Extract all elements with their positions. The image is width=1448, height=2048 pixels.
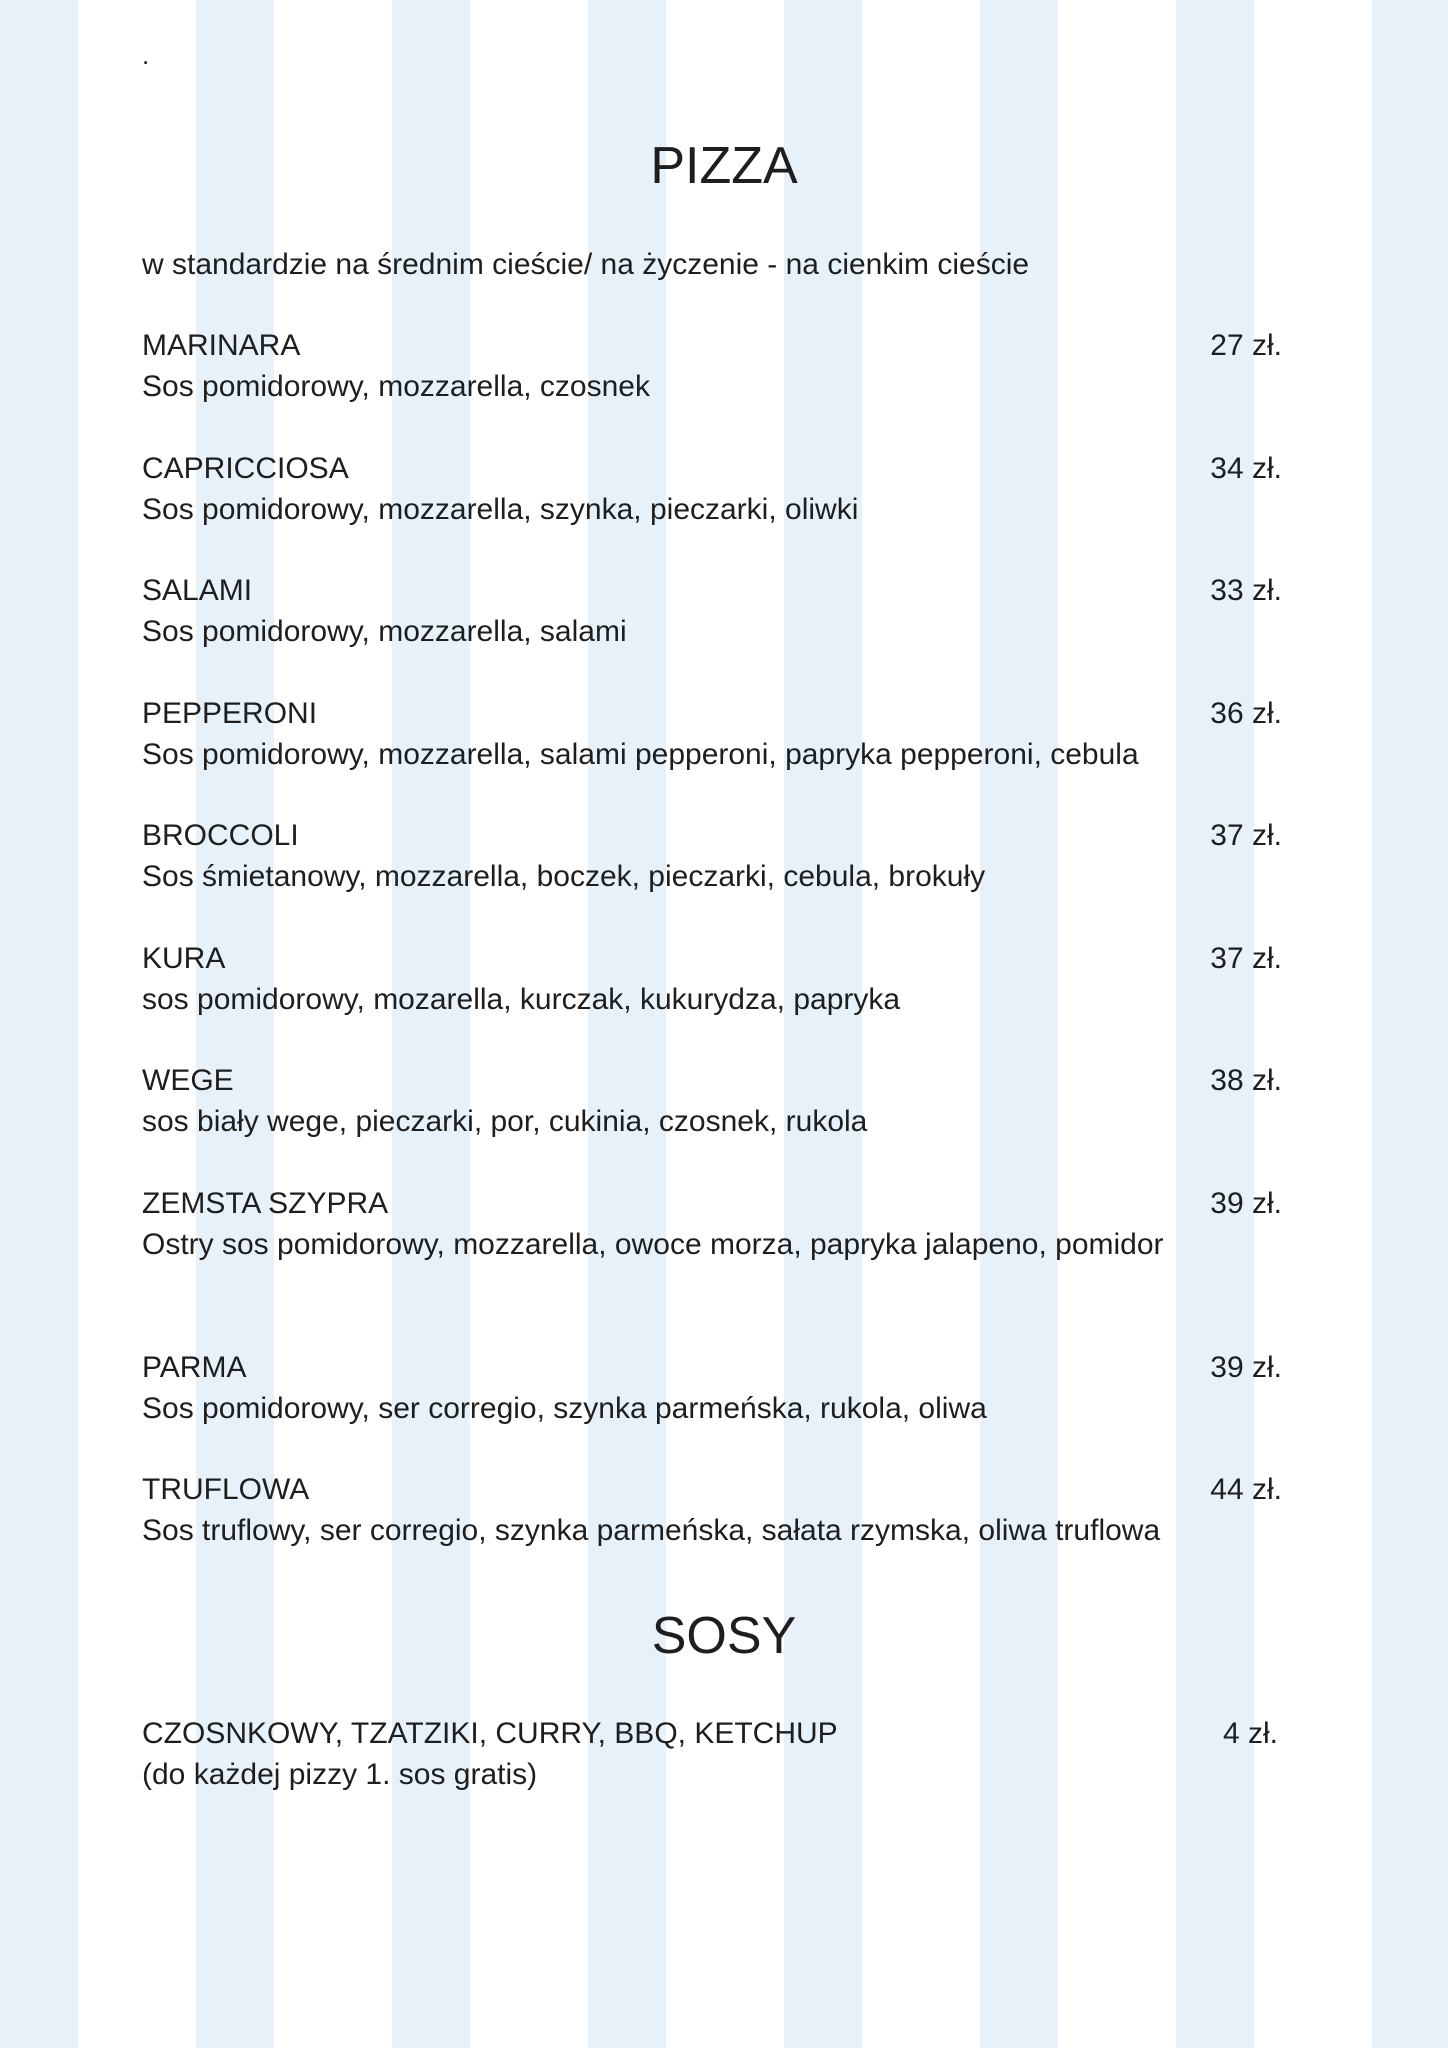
- sauce-names: CZOSNKOWY, TZATZIKI, CURRY, BBQ, KETCHUP: [142, 1717, 838, 1750]
- pizza-intro: w standardzie na średnim cieście/ na życzenie - na cienkim cieście: [142, 248, 1030, 281]
- item-name: BROCCOLI: [142, 819, 299, 852]
- sauce-item: [142, 1714, 1278, 1796]
- item-description: Sos pomidorowy, ser corregio, szynka parmeńska, rukola, oliwa: [142, 1392, 987, 1425]
- sosy-title-text: SOSY: [651, 1607, 797, 1665]
- sauce-note: (do każdej pizzy 1. sos gratis): [142, 1758, 538, 1791]
- item-price: 37 zł.: [1210, 819, 1282, 852]
- item-description: sos biały wege, pieczarki, por, cukinia, czosnek, rukola: [142, 1105, 868, 1138]
- menu-item-pepperoni: [142, 694, 1282, 776]
- menu-item-parma: [142, 1348, 1282, 1430]
- sosy-section-title: [0, 1606, 1448, 1666]
- item-description: Sos pomidorowy, mozzarella, salami: [142, 615, 627, 648]
- item-price: 34 zł.: [1210, 452, 1282, 485]
- menu-item-broccoli: [142, 816, 1282, 898]
- item-name: TRUFLOWA: [142, 1473, 310, 1506]
- menu-item-wege: [142, 1061, 1282, 1143]
- item-description: sos pomidorowy, mozarella, kurczak, kukurydza, papryka: [142, 983, 901, 1016]
- item-name: PARMA: [142, 1351, 247, 1384]
- pizza-title-text: PIZZA: [650, 137, 798, 195]
- menu-item-truflowa: [142, 1470, 1282, 1552]
- sauce-price: 4 zł.: [1222, 1717, 1278, 1750]
- menu-item-zemsta-szypra: [142, 1184, 1282, 1266]
- menu-item-capricciosa: [142, 449, 1282, 531]
- item-description: Sos pomidorowy, mozzarella, salami pepperoni, papryka pepperoni, cebula: [142, 738, 1139, 771]
- item-name: MARINARA: [142, 329, 301, 362]
- item-name: ZEMSTA SZYPRA: [142, 1187, 389, 1220]
- item-price: 37 zł.: [1210, 942, 1282, 975]
- item-price: 39 zł.: [1210, 1351, 1282, 1384]
- menu-item-salami: [142, 571, 1282, 653]
- menu-item-kura: [142, 939, 1282, 1021]
- item-price: 33 zł.: [1210, 574, 1282, 607]
- item-name: WEGE: [142, 1064, 234, 1097]
- item-name: PEPPERONI: [142, 697, 318, 730]
- item-description: Sos pomidorowy, mozzarella, czosnek: [142, 370, 650, 403]
- menu-item-marinara: [142, 326, 1282, 408]
- item-name: KURA: [142, 942, 226, 975]
- item-name: SALAMI: [142, 574, 253, 607]
- pizza-section-title: [0, 136, 1448, 196]
- item-description: Sos śmietanowy, mozzarella, boczek, pieczarki, cebula, brokuły: [142, 860, 986, 893]
- item-price: 44 zł.: [1210, 1473, 1282, 1506]
- item-price: 39 zł.: [1210, 1187, 1282, 1220]
- item-description: Ostry sos pomidorowy, mozzarella, owoce morza, papryka jalapeno, pomidor: [142, 1228, 1164, 1261]
- item-description: Sos truflowy, ser corregio, szynka parmeńska, sałata rzymska, oliwa truflowa: [142, 1514, 1161, 1547]
- corner-dot: .: [142, 40, 150, 70]
- item-price: 27 zł.: [1210, 329, 1282, 362]
- item-name: CAPRICCIOSA: [142, 452, 349, 485]
- item-description: Sos pomidorowy, mozzarella, szynka, pieczarki, oliwki: [142, 493, 859, 526]
- item-price: 36 zł.: [1210, 697, 1282, 730]
- item-price: 38 zł.: [1210, 1064, 1282, 1097]
